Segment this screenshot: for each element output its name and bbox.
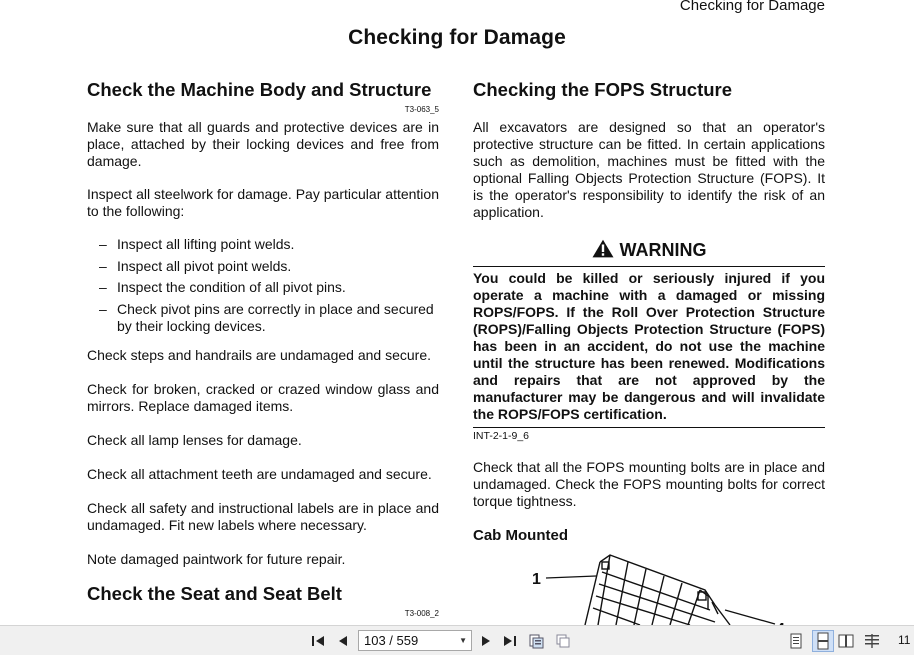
page-number-select[interactable]: [358, 630, 472, 651]
callout-1: 1: [532, 571, 541, 588]
section-heading-fops: Checking the FOPS Structure: [473, 79, 733, 100]
cab-fops-illustration: [530, 550, 790, 625]
running-header: Checking for Damage: [679, 0, 825, 14]
next-page-icon[interactable]: [478, 633, 494, 649]
steelwork-checklist: [99, 236, 439, 335]
paragraph: Make sure that all guards and protective devices are in place, attached by their locking devices and free from damage.: [87, 119, 439, 169]
paragraph: Inspect all steelwork for damage. Pay particular attention to the following:: [87, 186, 439, 219]
section-heading-seat-belt: Check the Seat and Seat Belt: [87, 582, 342, 604]
continuous-page-icon[interactable]: [812, 630, 834, 652]
section-ref: T3-063_5: [404, 105, 439, 114]
warning-text: You could be killed or seriously injured if you operate a machine with a damaged or missing ROPS/FOPS. If the Roll Over Protection Structure (ROPS)/Falling Objects Protection Structure (FOPS) has been in an accident, do not use the machine until the structure has been renewed. Modifications and repairs that are not approved by the manufacturer may be dangerous and will invalidate the ROPS/FOPS certification.: [473, 266, 825, 428]
section-heading-machine-body: Check the Machine Body and Structure: [87, 79, 432, 100]
paragraph: Check that all the FOPS mounting bolts are in place and undamaged. Check the FOPS mounting bolts for correct torque tightness.: [473, 459, 825, 509]
paragraph: All excavators are designed so that an operator's protective structure can be fitted. In certain applications such as demolition, machines must be fitted with the optional Falling Objects Protection Structure (FOPS). It is the operator's responsibility to identify the risk of an application.: [473, 119, 825, 220]
paragraph: Note damaged paintwork for future repair.: [87, 550, 346, 567]
first-page-icon[interactable]: [310, 633, 326, 649]
list-item: – Check pivot pins are correctly in place and secured by their locking devices.: [99, 301, 439, 335]
warning-ref: INT-2-1-9_6: [473, 430, 530, 442]
zoom-level[interactable]: 11: [898, 633, 911, 647]
list-item: – Inspect all lifting point welds.: [99, 236, 439, 253]
left-column: [87, 79, 439, 619]
prev-page-icon[interactable]: [335, 633, 351, 649]
warning-title: [473, 239, 825, 263]
cab-mounted-subheading: Cab Mounted: [473, 527, 568, 544]
right-column: [473, 79, 825, 544]
thumbnails-icon[interactable]: [529, 633, 545, 649]
warning-triangle-icon: [592, 239, 614, 263]
list-item: – Inspect the condition of all pivot pins.: [99, 279, 439, 296]
warning-label: WARNING: [619, 240, 707, 260]
page-title: Checking for Damage: [348, 26, 566, 49]
viewer-toolbar: [0, 625, 914, 655]
paragraph: Check all safety and instructional labels are in place and undamaged. Fit new labels where necessary.: [87, 499, 439, 533]
paragraph: Check all lamp lenses for damage.: [87, 431, 302, 448]
bookmarks-icon[interactable]: [555, 633, 571, 649]
columns-icon[interactable]: [864, 633, 880, 649]
paragraph: Check steps and handrails are undamaged and secure.: [87, 346, 431, 363]
two-page-icon[interactable]: [838, 633, 854, 649]
chevron-down-icon: ▼: [459, 636, 467, 645]
paragraph: Check for broken, cracked or crazed window glass and mirrors. Replace damaged items.: [87, 380, 439, 414]
paragraph: Check all attachment teeth are undamaged and secure.: [87, 465, 432, 482]
last-page-icon[interactable]: [502, 633, 518, 649]
page-indicator: 103 / 559: [364, 633, 419, 648]
list-item: – Inspect all pivot point welds.: [99, 258, 439, 275]
single-page-icon[interactable]: [788, 633, 804, 649]
section-ref: T3-008_2: [404, 608, 439, 618]
